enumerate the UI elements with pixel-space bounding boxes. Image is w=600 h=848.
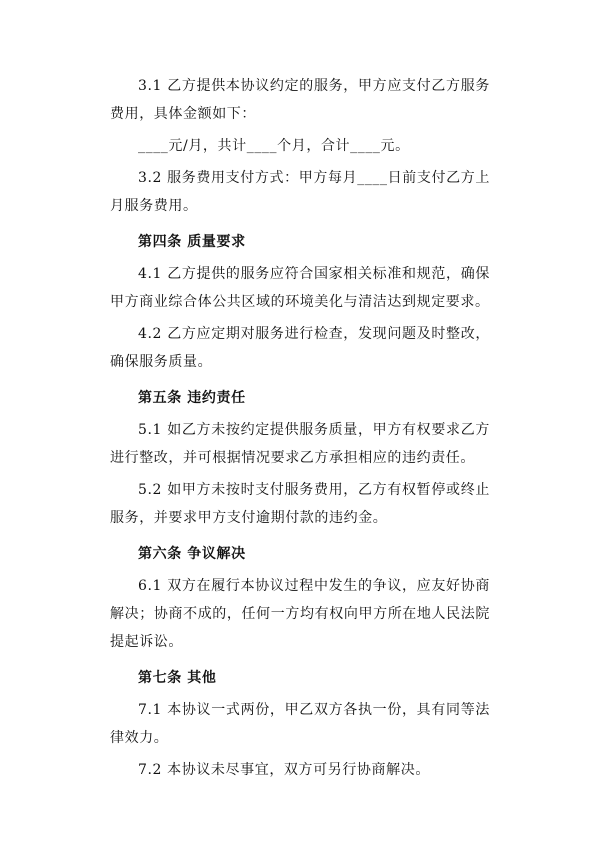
- article-7-heading: 第七条 其他: [138, 670, 217, 686]
- clause-7-1: 7.1 本协议一式两份，甲乙双方各执一份，具有同等法律效力。: [110, 702, 490, 746]
- clause-3-1: 3.1 乙方提供本协议约定的服务，甲方应支付乙方服务费用，具体金额如下：: [110, 78, 490, 122]
- article-5-heading: 第五条 违约责任: [138, 390, 246, 406]
- clause-4-1: 4.1 乙方提供的服务应符合国家相关标准和规范，确保甲方商业综合体公共区域的环境美化与清洁达到规定要求。: [110, 266, 490, 310]
- clause-5-2: 5.2 如甲方未按时支付服务费用，乙方有权暂停或终止服务，并要求甲方支付逾期付款的违约金。: [110, 482, 490, 526]
- article-6-heading: 第六条 争议解决: [138, 546, 246, 562]
- clause-6-1: 6.1 双方在履行本协议过程中发生的争议，应友好协商解决；协商不成的，任何一方均有权向甲方所在地人民法院提起诉讼。: [110, 578, 490, 650]
- clause-3-2: 3.2 服务费用支付方式：甲方每月____日前支付乙方上月服务费用。: [110, 170, 490, 214]
- clause-4-2: 4.2 乙方应定期对服务进行检查，发现问题及时整改，确保服务质量。: [110, 326, 490, 370]
- fee-amount-line: ____元/月，共计____个月，合计____元。: [138, 138, 410, 154]
- article-4-heading: 第四条 质量要求: [138, 234, 246, 250]
- clause-7-2: 7.2 本协议未尽事宜，双方可另行协商解决。: [138, 762, 430, 778]
- clause-5-1: 5.1 如乙方未按约定提供服务质量，甲方有权要求乙方进行整改，并可根据情况要求乙方承担相应的违约责任。: [110, 422, 490, 466]
